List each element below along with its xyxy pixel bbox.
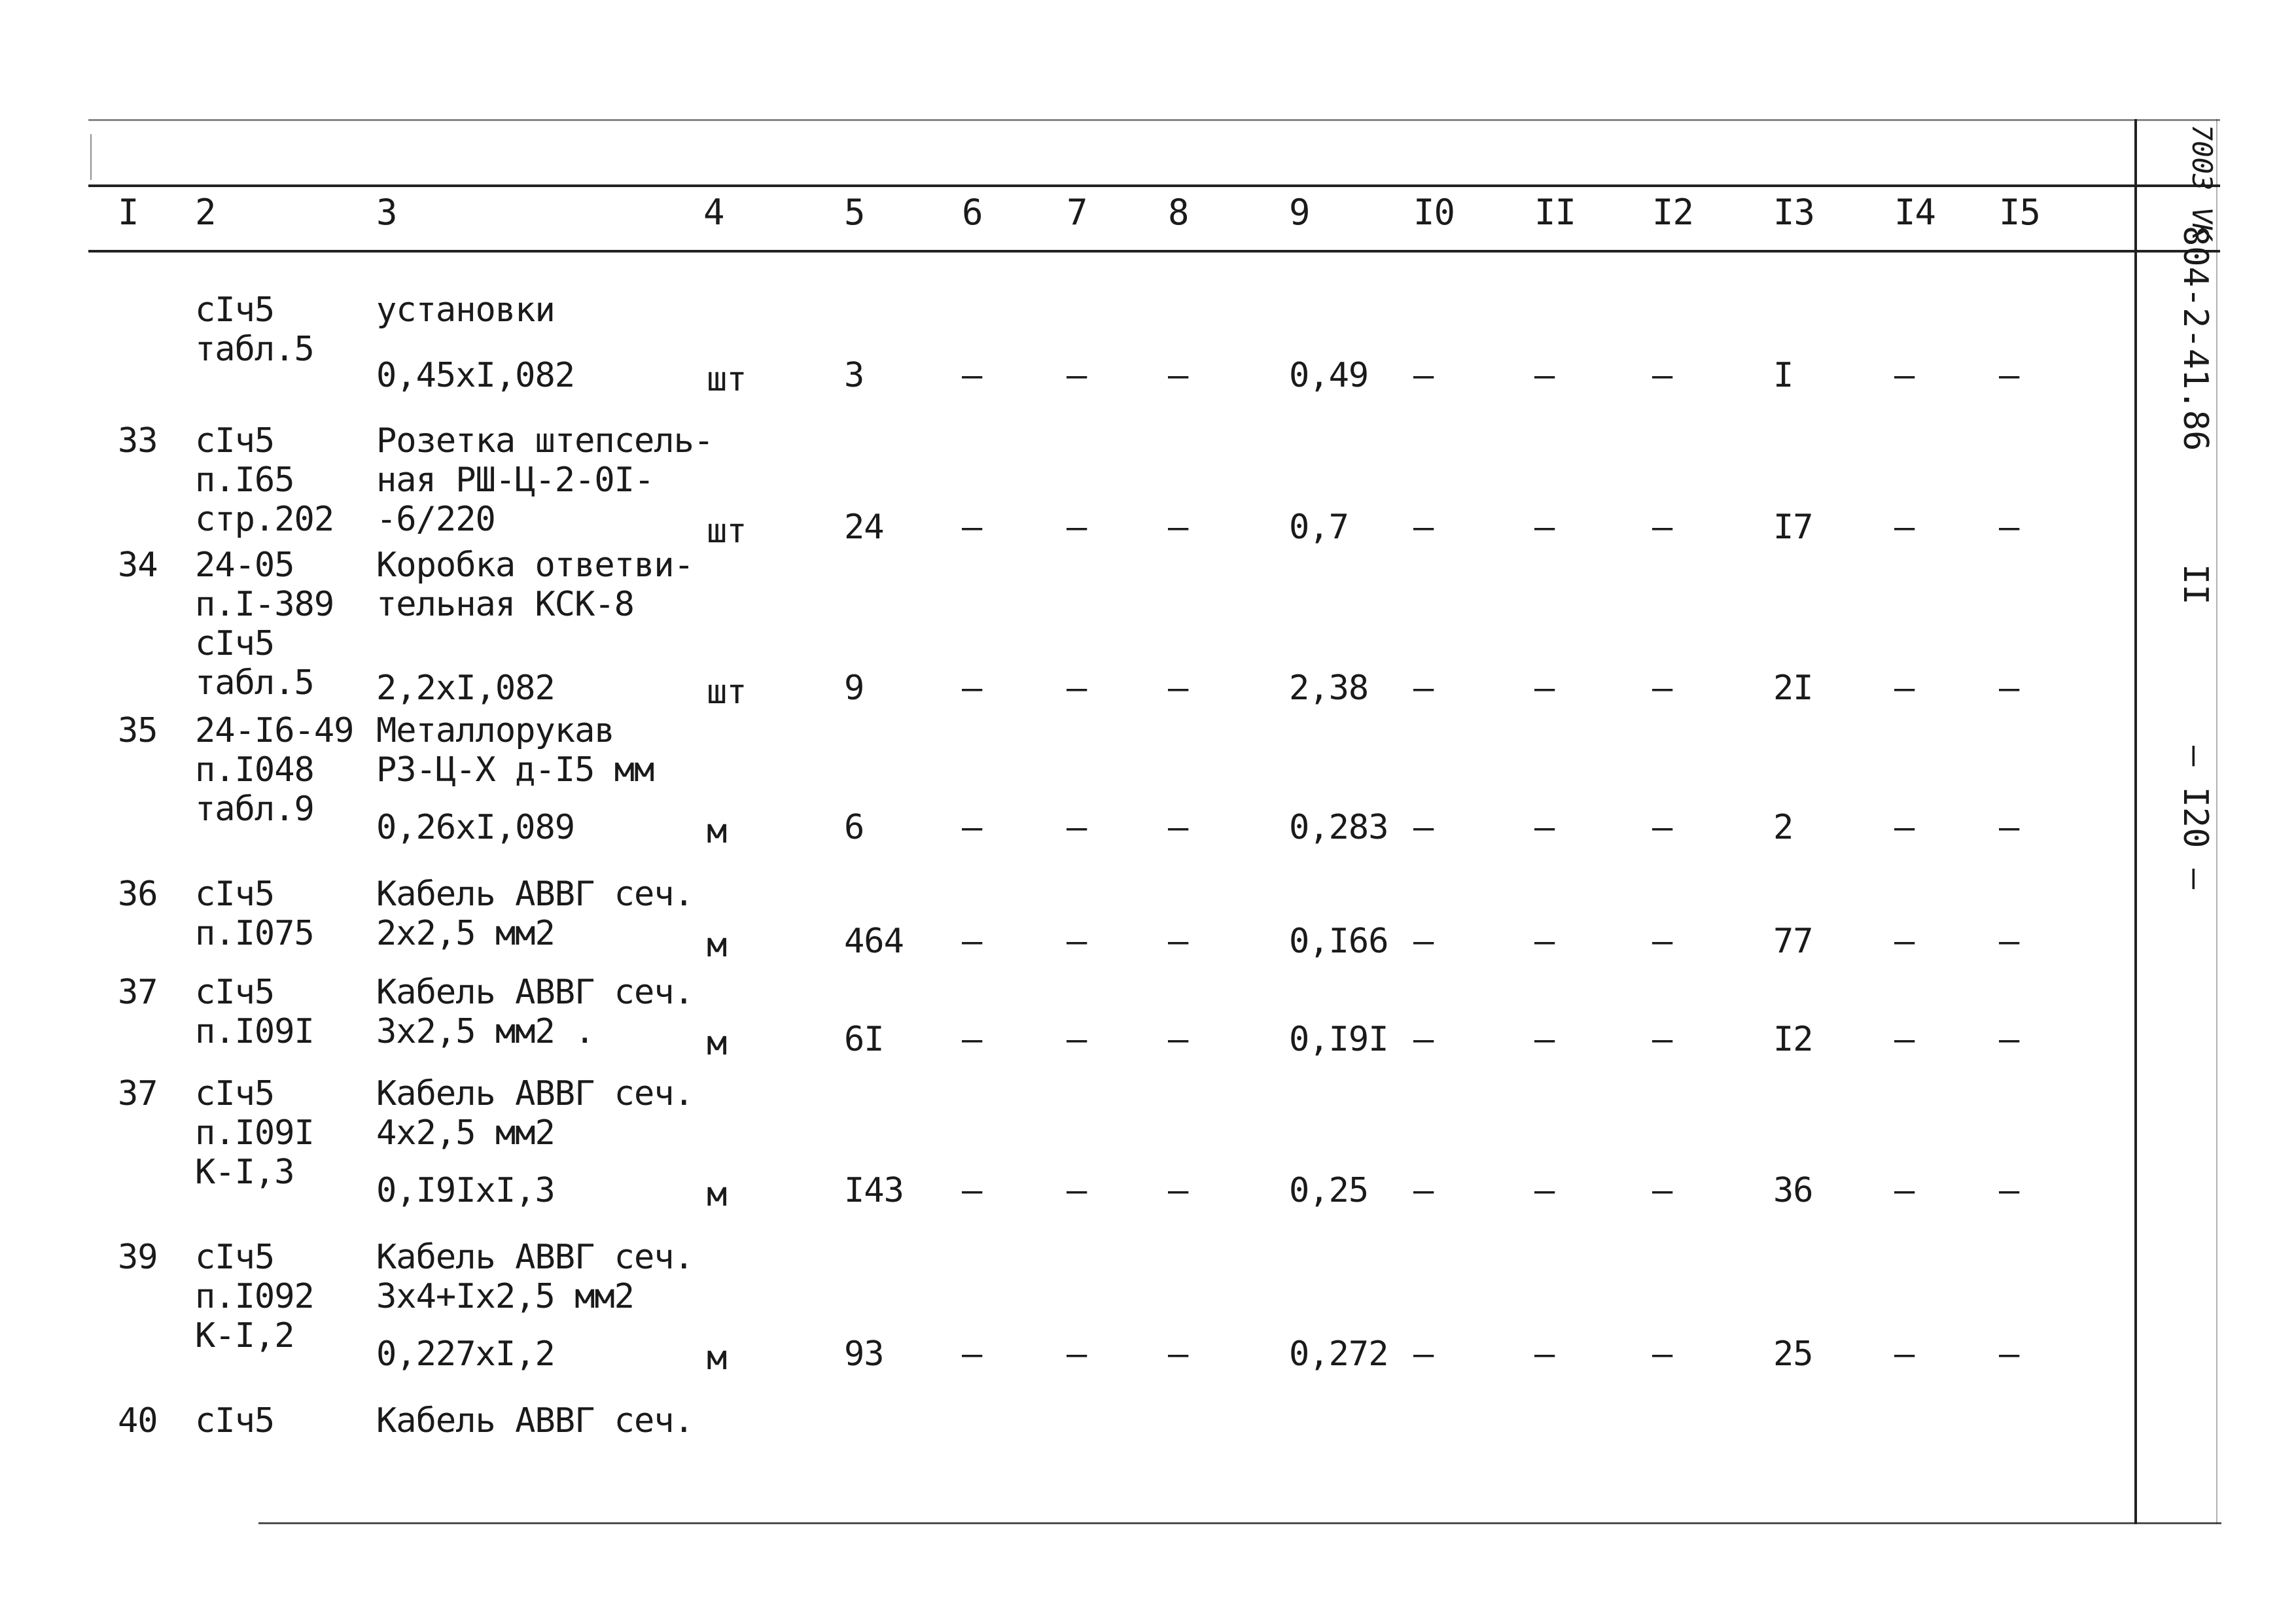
row-col-8: – xyxy=(1168,808,1188,847)
row-reference-line: п.I048 xyxy=(195,750,314,790)
row-col-13: I7 xyxy=(1773,508,1813,547)
row-number: 40 xyxy=(118,1401,158,1440)
row-name-line: 3x2,5 мм2 . xyxy=(376,1012,595,1051)
row-col-15: – xyxy=(1999,669,2019,708)
row-name-line: Р3-Ц-Х д-I5 мм xyxy=(376,750,654,790)
row-col-12: – xyxy=(1652,922,1672,961)
row-col-11: – xyxy=(1534,808,1555,847)
row-reference-line: п.I075 xyxy=(195,914,314,953)
column-header-14: I4 xyxy=(1894,192,1936,233)
row-col-14: – xyxy=(1894,356,1915,395)
row-col-7: – xyxy=(1067,808,1087,847)
header-bottom-line xyxy=(88,250,2220,253)
row-col-8: – xyxy=(1168,922,1188,961)
row-calc: 0,227xI,2 xyxy=(376,1335,555,1374)
row-calc: 0,26xI,089 xyxy=(376,808,575,847)
row-col-13: 25 xyxy=(1773,1335,1813,1374)
row-reference-line: cIч5 xyxy=(195,1074,275,1113)
row-name-line: Кабель АВВГ сеч. xyxy=(376,1401,694,1440)
column-header-8: 8 xyxy=(1168,192,1189,233)
row-col-9: 0,I9I xyxy=(1289,1020,1388,1059)
row-reference-line: cIч5 xyxy=(195,973,275,1012)
row-col-7: – xyxy=(1067,508,1087,547)
row-col-15: – xyxy=(1999,808,2019,847)
row-quantity: 24 xyxy=(844,508,884,547)
row-quantity: 3 xyxy=(844,356,864,395)
row-col-11: – xyxy=(1534,508,1555,547)
row-reference-line: табл.5 xyxy=(195,330,314,369)
row-name-line: Кабель АВВГ сеч. xyxy=(376,875,694,914)
row-unit: шт xyxy=(707,672,747,712)
row-reference-line: п.I092 xyxy=(195,1277,314,1316)
row-col-13: I xyxy=(1773,356,1793,395)
row-col-9: 0,272 xyxy=(1289,1335,1388,1374)
row-col-7: – xyxy=(1067,669,1087,708)
row-unit: м xyxy=(707,1175,727,1214)
row-unit: м xyxy=(707,1024,727,1063)
right-border-line xyxy=(2134,119,2137,1524)
row-col-9: 0,7 xyxy=(1289,508,1349,547)
row-reference-line: п.I65 xyxy=(195,461,294,500)
row-col-10: – xyxy=(1413,508,1434,547)
row-col-12: – xyxy=(1652,669,1672,708)
row-col-8: – xyxy=(1168,356,1188,395)
row-name-line: 4x2,5 мм2 xyxy=(376,1113,555,1153)
row-col-7: – xyxy=(1067,1335,1087,1374)
column-header-10: I0 xyxy=(1413,192,1455,233)
row-col-9: 0,I66 xyxy=(1289,922,1388,961)
row-reference-line: cIч5 xyxy=(195,875,275,914)
row-col-13: 77 xyxy=(1773,922,1813,961)
row-col-12: – xyxy=(1652,1020,1672,1059)
row-col-8: – xyxy=(1168,508,1188,547)
row-name-line: установки xyxy=(376,290,555,330)
row-number: 35 xyxy=(118,711,158,750)
row-col-8: – xyxy=(1168,1171,1188,1210)
right-edge-line xyxy=(2216,119,2217,1524)
row-col-9: 0,283 xyxy=(1289,808,1388,847)
row-number: 34 xyxy=(118,546,158,585)
row-quantity: 6I xyxy=(844,1020,884,1059)
row-col-7: – xyxy=(1067,356,1087,395)
row-quantity: 464 xyxy=(844,922,904,961)
column-header-7: 7 xyxy=(1067,192,1087,233)
row-col-6: – xyxy=(962,356,982,395)
row-col-14: – xyxy=(1894,808,1915,847)
row-col-15: – xyxy=(1999,1020,2019,1059)
row-name-line: Коробка ответви- xyxy=(376,546,694,585)
row-col-14: – xyxy=(1894,508,1915,547)
row-col-13: 36 xyxy=(1773,1171,1813,1210)
column-header-5: 5 xyxy=(844,192,865,233)
row-name-line: Кабель АВВГ сеч. xyxy=(376,1074,694,1113)
row-name-line: 3x4+Ix2,5 мм2 xyxy=(376,1277,634,1316)
side-part-number: II xyxy=(2176,564,2215,605)
row-name-line: Кабель АВВГ сеч. xyxy=(376,973,694,1012)
column-header-13: I3 xyxy=(1773,192,1815,233)
row-reference-line: п.I-389 xyxy=(195,585,334,624)
row-name-line: 2x2,5 мм2 xyxy=(376,914,555,953)
row-col-6: – xyxy=(962,508,982,547)
row-reference-line: табл.9 xyxy=(195,790,314,829)
row-number: 37 xyxy=(118,973,158,1012)
row-col-10: – xyxy=(1413,808,1434,847)
column-header-3: 3 xyxy=(376,192,397,233)
column-header-1: I xyxy=(118,192,139,233)
row-col-14: – xyxy=(1894,1335,1915,1374)
row-col-12: – xyxy=(1652,508,1672,547)
row-col-10: – xyxy=(1413,1020,1434,1059)
row-calc: 2,2xI,082 xyxy=(376,669,555,708)
side-stamp: 7003 VK xyxy=(2186,124,2218,241)
row-col-15: – xyxy=(1999,1171,2019,1210)
row-col-6: – xyxy=(962,1171,982,1210)
row-number: 37 xyxy=(118,1074,158,1113)
row-col-13: 2I xyxy=(1773,669,1813,708)
row-col-10: – xyxy=(1413,1171,1434,1210)
row-col-6: – xyxy=(962,922,982,961)
row-number: 33 xyxy=(118,421,158,461)
row-col-10: – xyxy=(1413,669,1434,708)
row-col-10: – xyxy=(1413,1335,1434,1374)
row-name-line: -6/220 xyxy=(376,500,495,539)
header-top-line xyxy=(88,184,2220,187)
row-number: 36 xyxy=(118,875,158,914)
row-col-11: – xyxy=(1534,922,1555,961)
row-quantity: 6 xyxy=(844,808,864,847)
row-col-8: – xyxy=(1168,669,1188,708)
row-reference-line: К-I,3 xyxy=(195,1153,294,1192)
row-col-14: – xyxy=(1894,1020,1915,1059)
row-calc: 0,45xI,082 xyxy=(376,356,575,395)
bottom-border-line xyxy=(258,1522,2221,1524)
row-reference-line: 24-I6-49 xyxy=(195,711,354,750)
top-border-line xyxy=(88,119,2220,121)
row-unit: м xyxy=(707,812,727,851)
row-col-11: – xyxy=(1534,1020,1555,1059)
row-col-7: – xyxy=(1067,1171,1087,1210)
row-unit: м xyxy=(707,1338,727,1378)
column-header-9: 9 xyxy=(1289,192,1310,233)
row-name-line: Кабель АВВГ сеч. xyxy=(376,1238,694,1277)
column-header-12: I2 xyxy=(1652,192,1694,233)
row-reference-line: cIч5 xyxy=(195,624,275,663)
row-name-line: Розетка штепсель- xyxy=(376,421,714,461)
row-reference-line: табл.5 xyxy=(195,663,314,703)
row-col-9: 0,49 xyxy=(1289,356,1369,395)
row-number: 39 xyxy=(118,1238,158,1277)
row-col-10: – xyxy=(1413,356,1434,395)
row-calc: 0,I9IxI,3 xyxy=(376,1171,555,1210)
row-reference-line: п.I09I xyxy=(195,1012,314,1051)
row-reference-line: cIч5 xyxy=(195,1401,275,1440)
row-col-11: – xyxy=(1534,1171,1555,1210)
row-quantity: 9 xyxy=(844,669,864,708)
row-col-12: – xyxy=(1652,1171,1672,1210)
row-col-7: – xyxy=(1067,1020,1087,1059)
row-col-13: I2 xyxy=(1773,1020,1813,1059)
row-col-8: – xyxy=(1168,1020,1188,1059)
row-col-15: – xyxy=(1999,356,2019,395)
row-col-14: – xyxy=(1894,1171,1915,1210)
row-reference-line: cIч5 xyxy=(195,1238,275,1277)
column-header-15: I5 xyxy=(1999,192,2041,233)
side-document-code: 804-2-41.86 xyxy=(2176,226,2215,451)
row-col-12: – xyxy=(1652,808,1672,847)
row-name-line: тельная КСК-8 xyxy=(376,585,634,624)
column-header-2: 2 xyxy=(195,192,216,233)
row-col-14: – xyxy=(1894,669,1915,708)
row-col-11: – xyxy=(1534,356,1555,395)
row-col-11: – xyxy=(1534,1335,1555,1374)
row-name-line: ная РШ-Ц-2-0I- xyxy=(376,461,654,500)
row-unit: шт xyxy=(707,512,747,551)
row-col-13: 2 xyxy=(1773,808,1793,847)
row-col-9: 0,25 xyxy=(1289,1171,1369,1210)
row-col-7: – xyxy=(1067,922,1087,961)
row-col-12: – xyxy=(1652,356,1672,395)
row-col-9: 2,38 xyxy=(1289,669,1369,708)
row-reference-line: п.I09I xyxy=(195,1113,314,1153)
row-reference-line: К-I,2 xyxy=(195,1316,294,1355)
row-col-10: – xyxy=(1413,922,1434,961)
row-reference-line: 24-05 xyxy=(195,546,294,585)
column-header-6: 6 xyxy=(962,192,983,233)
row-reference-line: cIч5 xyxy=(195,421,275,461)
row-quantity: 93 xyxy=(844,1335,884,1374)
row-unit: м xyxy=(707,926,727,965)
row-col-8: – xyxy=(1168,1335,1188,1374)
column-header-11: II xyxy=(1534,192,1576,233)
row-col-6: – xyxy=(962,1335,982,1374)
row-reference-line: стр.202 xyxy=(195,500,334,539)
row-quantity: I43 xyxy=(844,1171,904,1210)
left-mark-line xyxy=(90,134,92,180)
row-reference-line: cIч5 xyxy=(195,290,275,330)
row-col-6: – xyxy=(962,669,982,708)
row-col-15: – xyxy=(1999,1335,2019,1374)
row-unit: шт xyxy=(707,360,747,399)
row-col-6: – xyxy=(962,808,982,847)
column-header-4: 4 xyxy=(703,192,724,233)
row-name-line: Металлорукав xyxy=(376,711,614,750)
row-col-12: – xyxy=(1652,1335,1672,1374)
side-page-number: — I20 — xyxy=(2176,746,2215,890)
row-col-14: – xyxy=(1894,922,1915,961)
row-col-11: – xyxy=(1534,669,1555,708)
row-col-6: – xyxy=(962,1020,982,1059)
row-col-15: – xyxy=(1999,508,2019,547)
row-col-15: – xyxy=(1999,922,2019,961)
